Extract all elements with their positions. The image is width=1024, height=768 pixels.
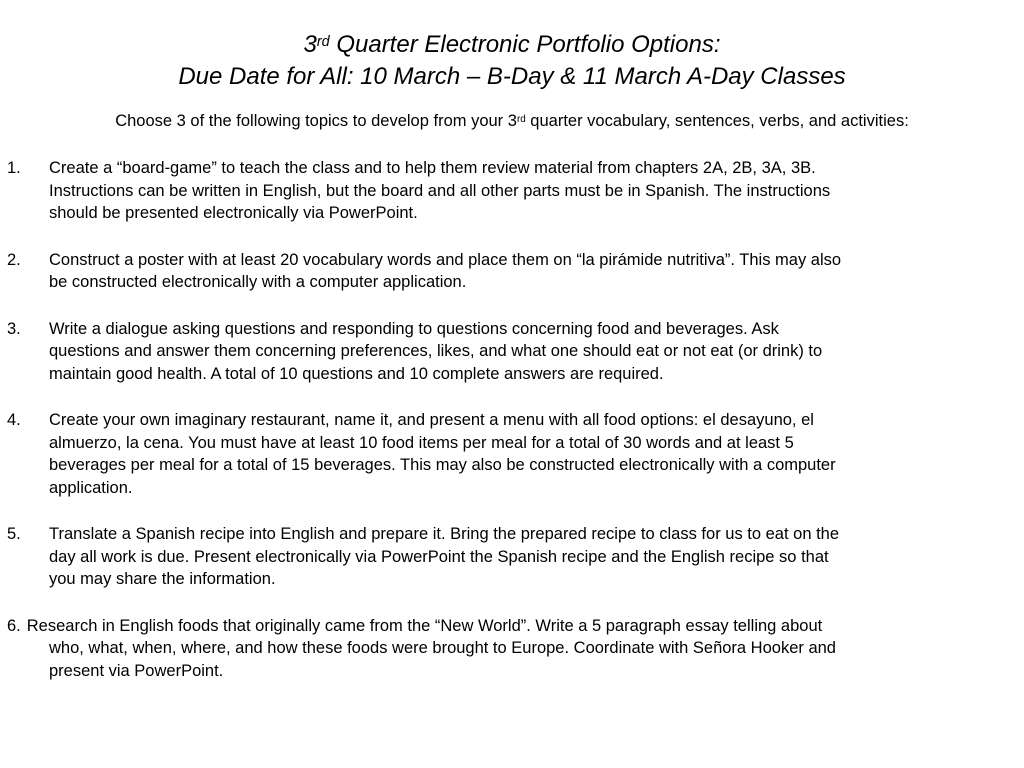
option-line: maintain good health. A total of 10 questions and 10 complete answers are required.: [49, 364, 664, 383]
option-line: beverages per meal for a total of 15 beverages. This may also be constructed electronically with a computer: [49, 456, 836, 474]
title-ordinal: 3: [303, 31, 317, 58]
option-first-line: [7, 615, 1019, 638]
option-text: [49, 523, 1019, 591]
options-list: [7, 157, 1019, 706]
title-line-1: [0, 30, 1024, 60]
option-text: [7, 615, 1019, 683]
option-line: present via PowerPoint.: [49, 661, 224, 680]
option-number: 2.: [7, 250, 21, 269]
option-item-6: [7, 615, 1019, 683]
option-line: be constructed electronically with a computer application.: [49, 273, 467, 291]
option-text: [49, 157, 1019, 225]
option-line: almuerzo, la cena. You must have at least 10 food items per meal for a total of 30 words and at least 5: [49, 433, 794, 452]
option-line: who, what, when, where, and how these foods were brought to Europe. Coordinate with Señora Hooker and: [49, 639, 836, 657]
title-text: Quarter Electronic Portfolio Options:: [329, 31, 721, 58]
option-line: Translate a Spanish recipe into English and prepare it. Bring the prepared recipe to class for us to eat on the: [49, 525, 840, 543]
option-line: application.: [49, 478, 133, 497]
option-number: 5.: [7, 525, 21, 543]
option-text: [49, 318, 1019, 386]
option-text: [49, 249, 1019, 294]
option-number: 4.: [7, 411, 21, 429]
option-item-5: [7, 523, 1019, 591]
option-number: 1.: [7, 159, 21, 177]
intro-text-end: quarter vocabulary, sentences, verbs, and activities:: [525, 112, 909, 130]
option-line: Instructions can be written in English, but the board and all other parts must be in Spanish. The instructions: [49, 181, 831, 200]
option-line: Create a “board-game” to teach the class and to help them review material from chapters 2A, 2B, 3A, 3B.: [49, 159, 816, 177]
option-line: questions and answer them concerning preferences, likes, and what one should eat or not eat (or drink) to: [49, 342, 823, 360]
option-line: should be presented electronically via PowerPoint.: [49, 204, 418, 222]
option-item-1: [7, 157, 1019, 225]
option-number: 6.: [7, 616, 21, 635]
option-item-2: [7, 249, 1019, 294]
intro-instruction: [0, 109, 1024, 133]
option-line: day all work is due. Present electronically via PowerPoint the Spanish recipe and the English recipe so that: [49, 547, 829, 566]
option-text: [49, 409, 1019, 499]
option-line: Create your own imaginary restaurant, name it, and present a menu with all food options: el desayuno, el: [49, 411, 814, 429]
intro-ordinal-suffix: rd: [516, 113, 526, 125]
option-line: Write a dialogue asking questions and responding to questions concerning food and beverages. Ask: [49, 319, 779, 338]
intro-text-start: Choose 3 of the following topics to develop from your 3: [115, 112, 517, 130]
title-ordinal-suffix: rd: [316, 33, 330, 50]
option-line: Construct a poster with at least 20 vocabulary words and place them on “la pirámide nutritiva”. This may also: [49, 250, 842, 269]
option-line: you may share the information.: [49, 570, 276, 588]
option-number: 3.: [7, 319, 21, 338]
option-line: Research in English foods that originally came from the “New World”. Write a 5 paragraph essay telling about: [26, 616, 823, 635]
option-item-3: [7, 318, 1019, 386]
title-line-2-due-date: Due Date for All: 10 March – B-Day & 11 March A-Day Classes: [178, 63, 846, 90]
option-item-4: [7, 409, 1019, 499]
